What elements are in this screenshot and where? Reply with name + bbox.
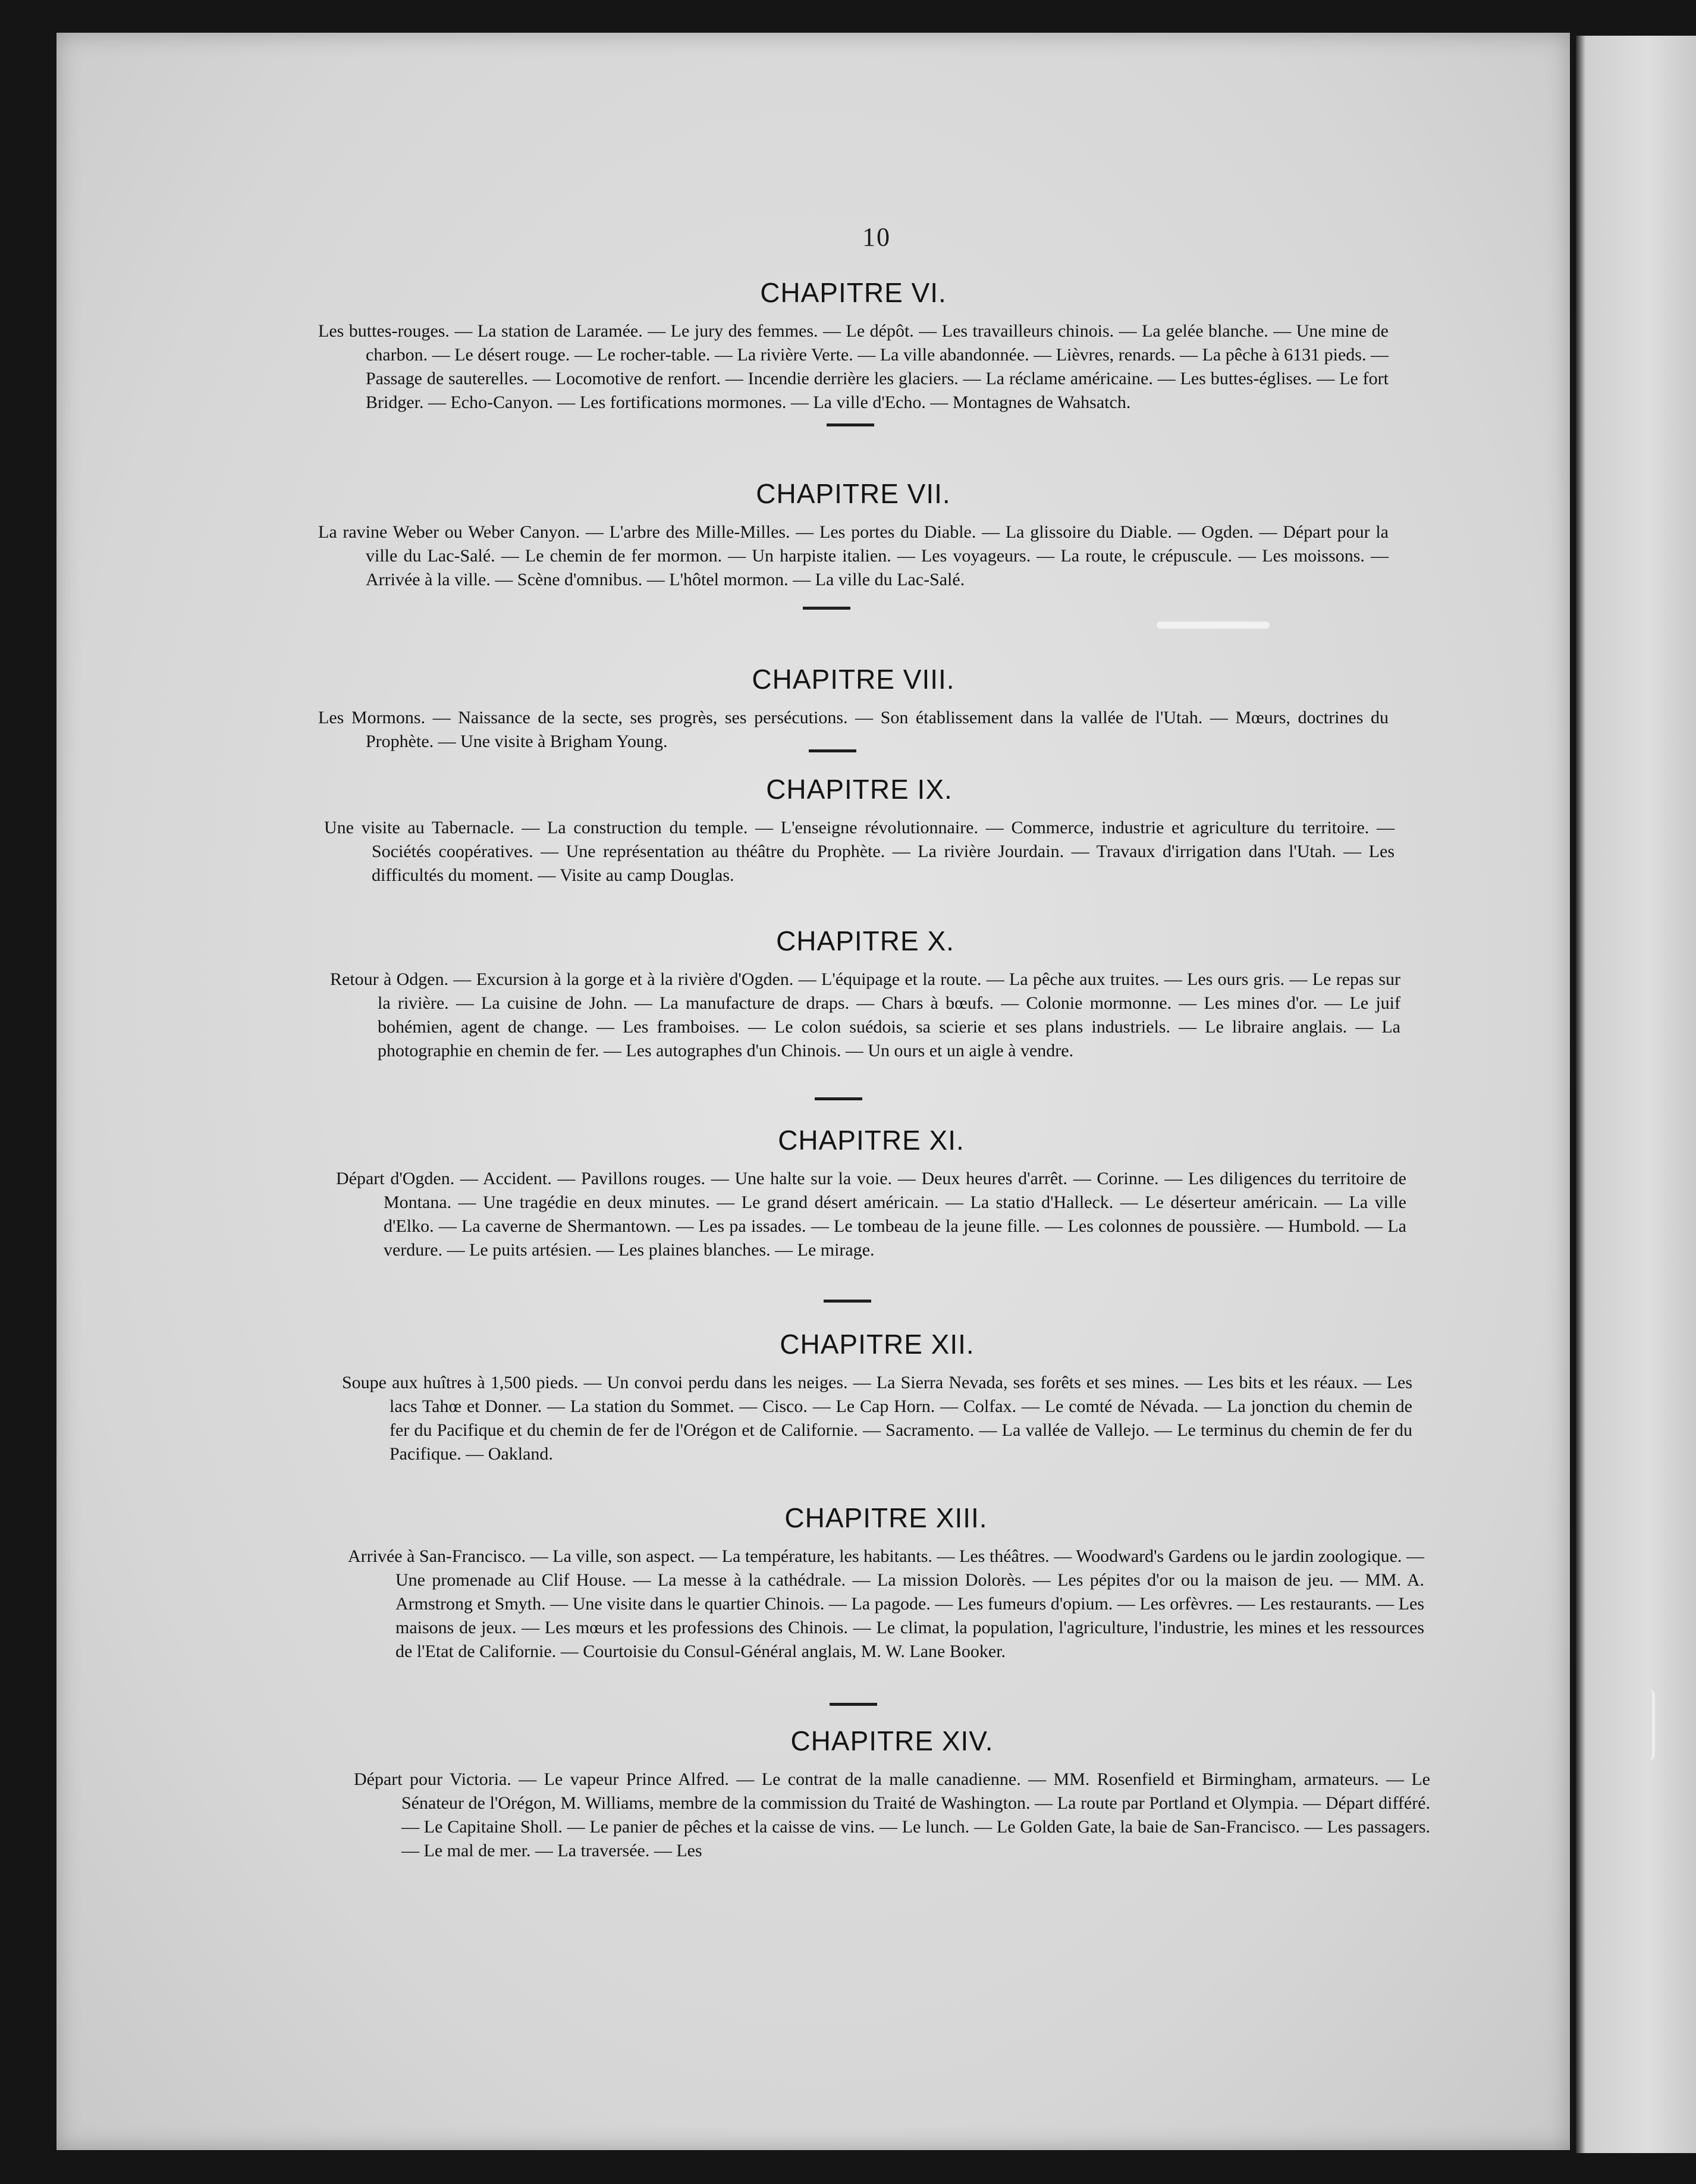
chapter-divider [815, 1097, 862, 1100]
chapter-divider [809, 749, 856, 752]
chapter-title: CHAPITRE XIV. [790, 1725, 994, 1756]
chapter-title: CHAPITRE X. [776, 925, 954, 956]
chapter-summary: Retour à Odgen. — Excursion à la gorge et à la rivière d'Ogden. — L'équipage et la route. — La pêche aux truites. — Les ours gris. — Le repas sur la rivière. — La cuisine de John. — La manufacture de draps. — Chars à bœufs. — Colonie mormonne. — Les mines d'or. — Le juif bohémien, agent de change. — Les framboises. — Le colon suédois, sa scierie et ses plans industriels. — Le libraire anglais. — La photographie en chemin de fer. — Les autographes d'un Chinois. — Un ours et un aigle à vendre. [330, 969, 1400, 1060]
chapter-7 [318, 478, 1389, 592]
chapter-summary: Arrivée à San-Francisco. — La ville, son aspect. — La température, les habitants. — Les théâtres. — Woodward's Gardens ou le jardin zoologique. — Une promenade au Clif House. — La messe à la cathédrale. — La mission Dolorès. — Les pépites d'or ou la maison de jeu. — MM. A. Armstrong et Smyth. — Une visite dans le quartier Chinois. — La pagode. — Les fumeurs d'opium. — Les orfèvres. — Les restaurants. — Les maisons de jeux. — Les mœurs et les professions des Chinois. — Le climat, la population, l'agriculture, l'industrie, les mines et les ressources de l'Etat de Californie. — Courtoisie du Consul-Général anglais, M. W. Lane Booker. [348, 1546, 1424, 1661]
chapter-8 [318, 663, 1389, 754]
chapter-6 [318, 277, 1389, 415]
chapter-summary: La ravine Weber ou Weber Canyon. — L'arbre des Mille-Milles. — Les portes du Diable. — La glissoire du Diable. — Ogden. — Départ pour la ville du Lac-Salé. — Le chemin de fer mormon. — Un harpiste italien. — Les voyageurs. — La route, le crépuscule. — Les moissons. — Arrivée à la ville. — Scène d'omnibus. — L'hôtel mormon. — La ville du Lac-Salé. [318, 522, 1389, 589]
chapter-divider [830, 1703, 877, 1706]
chapter-14 [354, 1725, 1430, 1863]
chapter-summary: Soupe aux huîtres à 1,500 pieds. — Un convoi perdu dans les neiges. — La Sierra Nevada, ses forêts et ses mines. — Les bits et les réaux. — Les lacs Tahœ et Donner. — La station du Sommet. — Cisco. — Le Cap Horn. — Colfax. — Le comté de Névada. — La jonction du chemin de fer du Pacifique et du chemin de fer de l'Orégon et de Californie. — Sacramento. — La vallée de Vallejo. — Le terminus du chemin de fer du Pacifique. — Oakland. [342, 1373, 1412, 1464]
chapter-13 [348, 1502, 1424, 1664]
chapter-title: CHAPITRE XII. [780, 1329, 975, 1360]
chapter-title: CHAPITRE VIII. [752, 664, 955, 695]
chapter-title: CHAPITRE XI. [778, 1125, 965, 1156]
chapter-summary: Départ d'Ogden. — Accident. — Pavillons rouges. — Une halte sur la voie. — Deux heures d'arrêt. — Corinne. — Les diligences du territoire de Montana. — Une tragédie en deux minutes. — Le grand désert américain. — La statio d'Halleck. — Le déserteur américain. — La ville d'Elko. — La caverne de Shermantown. — Les pa issades. — Le tombeau de la jeune fille. — Les colonnes de poussière. — Humbold. — La verdure. — Le puits artésien. — Les plaines blanches. — Le mirage. [336, 1169, 1406, 1260]
chapter-12 [342, 1328, 1412, 1466]
chapter-title: CHAPITRE XIII. [784, 1502, 988, 1533]
chapter-summary: Une visite au Tabernacle. — La construction du temple. — L'enseigne révolutionnaire. — Commerce, industrie et agriculture du territoire. — Sociétés coopératives. — Une représentation au théâtre du Prophète. — La rivière Jourdain. — Travaux d'irrigation dans l'Utah. — Les difficultés du moment. — Visite au camp Douglas. [324, 818, 1395, 885]
chapter-9 [324, 773, 1395, 887]
chapter-title: CHAPITRE VII. [756, 478, 951, 509]
chapter-divider [803, 607, 850, 610]
chapter-10 [330, 925, 1400, 1063]
chapter-11 [336, 1124, 1406, 1262]
paper-scratch-mark [1641, 1689, 1655, 1761]
page-number: 10 [862, 222, 891, 252]
chapter-title: CHAPITRE IX. [766, 774, 953, 805]
adjacent-page-edge [1576, 36, 1696, 2153]
chapter-summary: Les Mormons. — Naissance de la secte, ses progrès, ses persécutions. — Son établissement dans la vallée de l'Utah. — Mœurs, doctrines du Prophète. — Une visite à Brigham Young. [318, 708, 1389, 751]
document-page [56, 33, 1570, 2150]
chapter-divider [824, 1300, 871, 1303]
chapter-divider [827, 423, 874, 426]
paper-scratch-mark [1157, 622, 1270, 629]
chapter-summary: Les buttes-rouges. — La station de Laramée. — Le jury des femmes. — Le dépôt. — Les travailleurs chinois. — La gelée blanche. — Une mine de charbon. — Le désert rouge. — Le rocher-table. — La rivière Verte. — La ville abandonnée. — Lièvres, renards. — La pêche à 6131 pieds. — Passage de sauterelles. — Locomotive de renfort. — Incendie derrière les glaciers. — La réclame américaine. — Les buttes-églises. — Le fort Bridger. — Echo-Canyon. — Les fortifications mormones. — La ville d'Echo. — Montagnes de Wahsatch. [318, 321, 1389, 412]
chapter-title: CHAPITRE VI. [760, 277, 947, 308]
chapter-summary: Départ pour Victoria. — Le vapeur Prince Alfred. — Le contrat de la malle canadienne. — MM. Rosenfield et Birmingham, armateurs. — Le Sénateur de l'Orégon, M. Williams, membre de la commission du Traité de Washington. — La route par Portland et Olympia. — Départ différé. — Le Capitaine Sholl. — Le panier de pêches et la caisse de vins. — Le lunch. — Le Golden Gate, la baie de San-Francisco. — Les passagers. — Le mal de mer. — La traversée. — Les [354, 1769, 1430, 1860]
